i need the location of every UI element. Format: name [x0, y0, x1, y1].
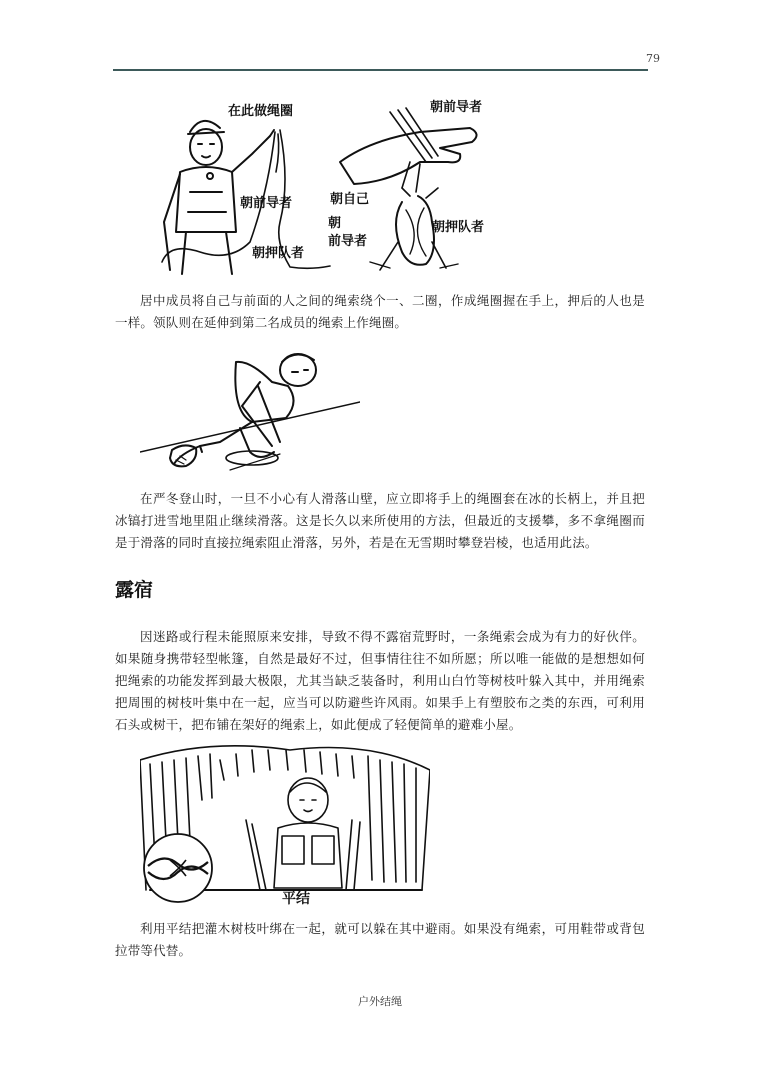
- label-toward-rear-left: 朝押队者: [252, 246, 305, 261]
- paragraph-coil-method: 居中成员将自己与前面的人之间的绳索绕个一、二圈，作成绳圈握在手上，押后的人也是一样。领队则在延伸到第二名成员的绳索上作绳圈。: [115, 293, 645, 330]
- label-toward-front-1: 朝: [328, 216, 342, 231]
- section-heading-bivouac: 露宿: [115, 579, 154, 601]
- header-rule: [113, 69, 648, 71]
- label-square-knot: 平结: [282, 891, 310, 907]
- label-toward-front-2: 前导者: [328, 234, 368, 249]
- knot-inset: [144, 834, 212, 902]
- figure-rope-coil: [140, 92, 510, 282]
- page-footer: 户外结绳: [358, 995, 402, 1008]
- label-toward-leader-right: 朝前导者: [430, 100, 483, 115]
- paragraph-square-knot: 利用平结把灌木树枝叶绑在一起，就可以躲在其中避雨。如果没有绳索，可用鞋带或背包拉带等代替。: [115, 921, 645, 958]
- figure-sliding-climber: [140, 342, 360, 480]
- label-make-coil-here: 在此做绳圈: [228, 104, 294, 119]
- figure-rope-coil-drawing: [140, 92, 510, 282]
- page-number: 79: [646, 52, 660, 65]
- figure-bush-shelter: [140, 740, 430, 910]
- bush-shelter-drawing: [140, 740, 430, 910]
- sliding-climber-drawing: [140, 342, 360, 480]
- label-toward-self: 朝自己: [330, 192, 370, 207]
- paragraph-bivouac: 因迷路或行程未能照原来安排，导致不得不露宿荒野时，一条绳索会成为有力的好伙伴。如果随身携带轻型帐篷，自然是最好不过，但事情往往不如所愿；所以唯一能做的是想想如何把绳索的功能发挥到最大极限，尤其当缺乏装备时，利用山白竹等树枝叶躲入其中，并用绳索把周围的树枝叶集中在一起，应当可以防避些许风雨。如果手上有塑胶布之类的东西，可利用石头或树干，把布铺在架好的绳索上，如此便成了轻便简单的避难小屋。: [115, 629, 645, 732]
- label-toward-leader-left: 朝前导者: [240, 196, 293, 211]
- label-toward-rear-right: 朝押队者: [432, 220, 485, 235]
- paragraph-winter-arrest: 在严冬登山时，一旦不小心有人滑落山壁，应立即将手上的绳圈套在冰的长柄上，并且把冰镐打进雪地里阻止继续滑落。这是长久以来所使用的方法，但最近的支援攀，多不拿绳圈而是于滑落的同时直接拉绳索阻止滑落，另外，若是在无雪期时攀登岩棱，也适用此法。: [115, 491, 645, 550]
